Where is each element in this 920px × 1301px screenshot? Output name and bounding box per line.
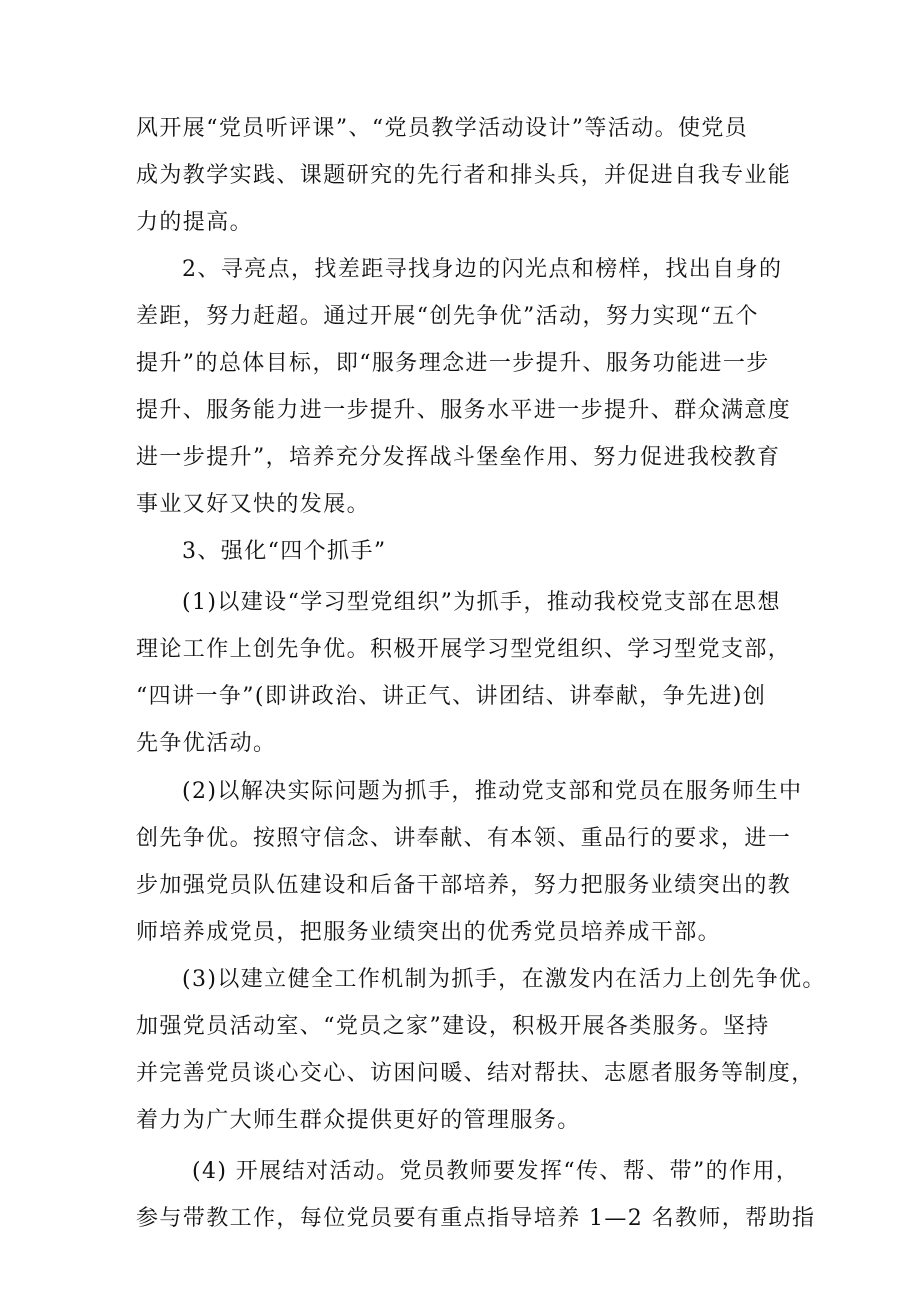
body-text-line: 进一步提升”，培养充分发挥战斗堡垒作用、努力促进我校教育 (136, 445, 781, 470)
body-text-line: (4) 开展结对活动。党员教师要发挥“传、帮、带”的作用， (192, 1159, 800, 1184)
body-text-line: 步加强党员队伍建设和后备干部培养，努力把服务业绩突出的教 (136, 873, 792, 898)
body-text-line: (3)以建立健全工作机制为抓手，在激发内在活力上创先争优。 (182, 967, 826, 992)
body-text-line: 2、寻亮点，找差距寻找身边的闪光点和榜样，找出自身的 (182, 257, 783, 282)
body-text-line: 师培养成党员，把服务业绩突出的优秀党员培养成干部。 (136, 920, 722, 945)
section-heading: 3、强化“四个抓手” (182, 539, 387, 564)
body-text-line: 风开展“党员听评课”、“党员教学活动设计”等活动。使党员 (136, 116, 749, 141)
body-text-line: 先争优活动。 (136, 731, 277, 756)
body-text-line: “四讲一争”(即讲政治、讲正气、讲团结、讲奉献，争先进)创 (136, 684, 767, 709)
body-text-line: (2)以解决实际问题为抓手，推动党支部和党员在服务师生中 (182, 779, 803, 804)
body-text-line: 并完善党员谈心交心、访困问暖、结对帮扶、志愿者服务等制度， (136, 1061, 815, 1086)
body-text-line: 加强党员活动室、“党员之家”建设，积极开展各类服务。坚持 (136, 1014, 770, 1039)
body-text-line: 着力为广大师生群众提供更好的管理服务。 (136, 1108, 581, 1133)
body-text-line: 提升、服务能力进一步提升、服务水平进一步提升、群众满意度 (136, 398, 792, 423)
body-text-line: (1)以建设“学习型党组织”为抓手，推动我校党支部在思想 (182, 590, 781, 615)
body-text-line: 提升”的总体目标，即“服务理念进一步提升、服务功能进一步 (136, 351, 770, 376)
body-text-line: 差距，努力赶超。通过开展“创先争优”活动，努力实现“五个 (136, 304, 759, 329)
body-text-line: 事业又好又快的发展。 (136, 492, 371, 517)
body-text-line: 成为教学实践、课题研究的先行者和排头兵，并促进自我专业能 (136, 163, 792, 188)
body-text-line: 理论工作上创先争优。积极开展学习型党组织、学习型党支部， (136, 637, 792, 662)
body-text-line: 参与带教工作，每位党员要有重点指导培养 1—2 名教师，帮助指 (136, 1206, 816, 1231)
body-text-line: 力的提高。 (136, 210, 254, 235)
body-text-line: 创先争优。按照守信念、讲奉献、有本领、重品行的要求，进一 (136, 826, 792, 851)
